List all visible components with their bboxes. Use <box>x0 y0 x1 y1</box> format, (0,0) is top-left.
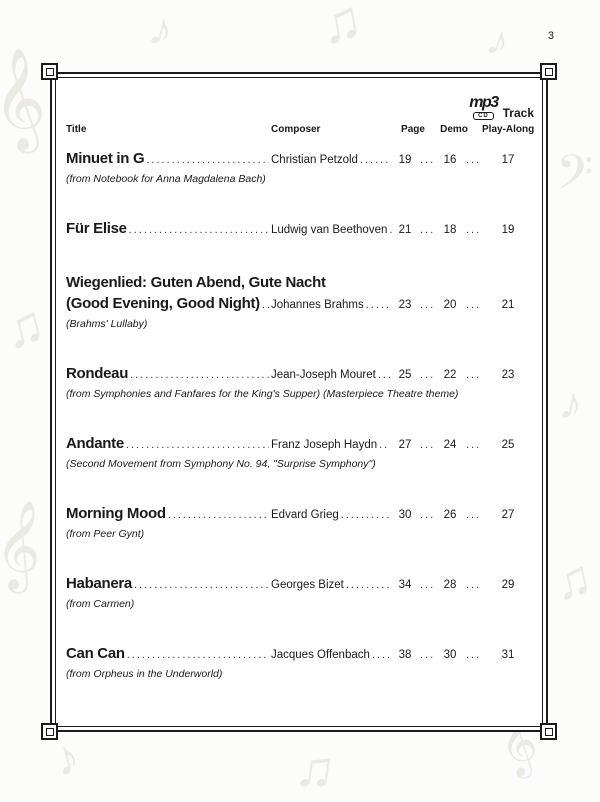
entry-title: (Good Evening, Good Night) <box>66 295 260 312</box>
entry-subtitle: (Second Movement from Symphony No. 94, "Surprise Symphony") <box>66 458 376 470</box>
entry-demo-track: 16 <box>443 154 457 166</box>
dot-leader <box>134 576 269 595</box>
entry-composer: Franz Joseph Haydn <box>271 439 378 451</box>
toc-entry-row <box>66 574 534 595</box>
entry-title: Can Can <box>66 645 125 662</box>
music-note-watermark-icon <box>549 552 596 609</box>
mp3-logo-text: mp3 <box>469 94 498 111</box>
toc-entry-row <box>66 149 534 170</box>
entry-title-line1: Wiegenlied: Guten Abend, Gute Nacht <box>66 274 326 291</box>
toc-entry <box>66 434 534 471</box>
entry-playalong-track: 21 <box>501 299 515 311</box>
entry-title: Morning Mood <box>66 505 166 522</box>
entry-subtitle: (from Peer Gynt) <box>66 528 145 540</box>
entry-subtitle: (from Symphonies and Fanfares for the King's Supper) (Masterpiece Theatre theme) <box>66 388 459 400</box>
cd-logo-badge: CD <box>473 112 494 120</box>
entry-title: Minuet in G <box>66 150 145 167</box>
toc-entry-row <box>66 434 534 455</box>
entry-subtitle: (Brahms' Lullaby) <box>66 318 148 330</box>
entry-title: Habanera <box>66 575 132 592</box>
toc-entry <box>66 273 534 331</box>
dot-leader <box>378 366 390 385</box>
dot-leader <box>262 296 269 315</box>
toc-entry <box>66 149 534 186</box>
entry-demo-track: 26 <box>443 509 457 521</box>
toc-entry-row <box>66 219 534 240</box>
entry-playalong-track: 17 <box>501 154 515 166</box>
entry-composer: Edvard Grieg <box>271 509 339 521</box>
table-of-contents <box>50 72 548 732</box>
toc-entry <box>66 504 534 541</box>
entry-composer: Christian Petzold <box>271 154 358 166</box>
toc-entry-row <box>66 504 534 525</box>
dot-leader <box>466 646 480 665</box>
entry-subtitle: (from Orpheus in the Underworld) <box>66 668 223 680</box>
track-label: Track <box>502 106 534 120</box>
treble-clef-watermark-icon <box>0 503 46 585</box>
toc-entry-row <box>66 294 534 315</box>
entry-playalong-track: 31 <box>501 649 515 661</box>
column-header-title: Title <box>66 124 87 135</box>
dot-leader <box>466 576 480 595</box>
entry-playalong-track: 23 <box>501 369 515 381</box>
entry-subtitle: (from Notebook for Anna Magdalena Bach) <box>66 173 266 185</box>
entry-demo-track: 18 <box>443 224 457 236</box>
dot-leader <box>466 506 480 525</box>
music-note-watermark-icon <box>315 0 366 53</box>
entry-composer: Ludwig van Beethoven <box>271 224 388 236</box>
dot-leader <box>366 296 390 315</box>
entry-playalong-track: 19 <box>501 224 515 236</box>
entry-title: Andante <box>66 435 124 452</box>
toc-entry <box>66 644 534 681</box>
entry-composer: Jean-Joseph Mouret <box>271 369 376 381</box>
music-note-watermark-icon <box>482 18 515 64</box>
entry-demo-track: 24 <box>443 439 457 451</box>
entry-page: 25 <box>398 369 412 381</box>
entry-title: Rondeau <box>66 365 129 382</box>
music-note-watermark-icon <box>556 378 587 427</box>
column-header-demo: Demo <box>440 124 468 135</box>
entry-composer: Jacques Offenbach <box>271 649 370 661</box>
dot-leader <box>146 151 269 170</box>
entry-composer: Johannes Brahms <box>271 299 364 311</box>
dot-leader <box>420 221 434 240</box>
entry-playalong-track: 25 <box>501 439 515 451</box>
bass-clef-watermark-icon <box>556 150 593 208</box>
music-note-watermark-icon <box>0 296 50 358</box>
entry-demo-track: 22 <box>443 369 457 381</box>
dot-leader <box>420 366 434 385</box>
dot-leader <box>466 151 480 170</box>
dot-leader <box>420 296 434 315</box>
entry-page: 19 <box>398 154 412 166</box>
dot-leader <box>420 436 434 455</box>
entry-subtitle: (from Carmen) <box>66 598 135 610</box>
entry-playalong-track: 27 <box>501 509 515 521</box>
dot-leader <box>420 576 434 595</box>
mp3-track-header <box>66 94 534 120</box>
dot-leader <box>130 366 269 385</box>
dot-leader <box>466 366 480 385</box>
dot-leader <box>420 506 434 525</box>
entry-playalong-track: 29 <box>501 579 515 591</box>
column-header-page: Page <box>401 124 425 135</box>
toc-entry <box>66 364 534 401</box>
entry-page: 23 <box>398 299 412 311</box>
entry-page: 30 <box>398 509 412 521</box>
dot-leader <box>379 436 390 455</box>
column-header-composer: Composer <box>271 124 321 135</box>
mp3-cd-logo-icon <box>469 95 497 120</box>
toc-entry <box>66 574 534 611</box>
entry-demo-track: 20 <box>443 299 457 311</box>
entry-page: 27 <box>398 439 412 451</box>
dot-leader <box>466 296 480 315</box>
music-note-watermark-icon <box>291 739 339 798</box>
entry-page: 38 <box>398 649 412 661</box>
music-note-watermark-icon <box>49 733 85 786</box>
dot-leader <box>420 151 434 170</box>
toc-entry-row <box>66 364 534 385</box>
dot-leader <box>372 646 390 665</box>
column-headers <box>66 124 534 135</box>
page-number: 3 <box>547 30 554 42</box>
dot-leader <box>127 646 269 665</box>
dot-leader <box>466 436 480 455</box>
entry-composer: Georges Bizet <box>271 579 344 591</box>
dot-leader <box>168 506 269 525</box>
toc-entry <box>66 219 534 240</box>
dot-leader <box>126 436 269 455</box>
music-note-watermark-icon <box>145 4 178 54</box>
dot-leader <box>360 151 390 170</box>
dot-leader <box>341 506 390 525</box>
dot-leader <box>129 221 269 240</box>
column-header-play-along: Play-Along <box>482 124 535 135</box>
entry-page: 21 <box>398 224 412 236</box>
toc-entry-row <box>66 644 534 665</box>
entry-title: Für Elise <box>66 220 127 237</box>
entry-page: 34 <box>398 579 412 591</box>
dot-leader <box>466 221 480 240</box>
dot-leader <box>420 646 434 665</box>
entry-demo-track: 30 <box>443 649 457 661</box>
entry-demo-track: 28 <box>443 579 457 591</box>
dot-leader <box>346 576 390 595</box>
